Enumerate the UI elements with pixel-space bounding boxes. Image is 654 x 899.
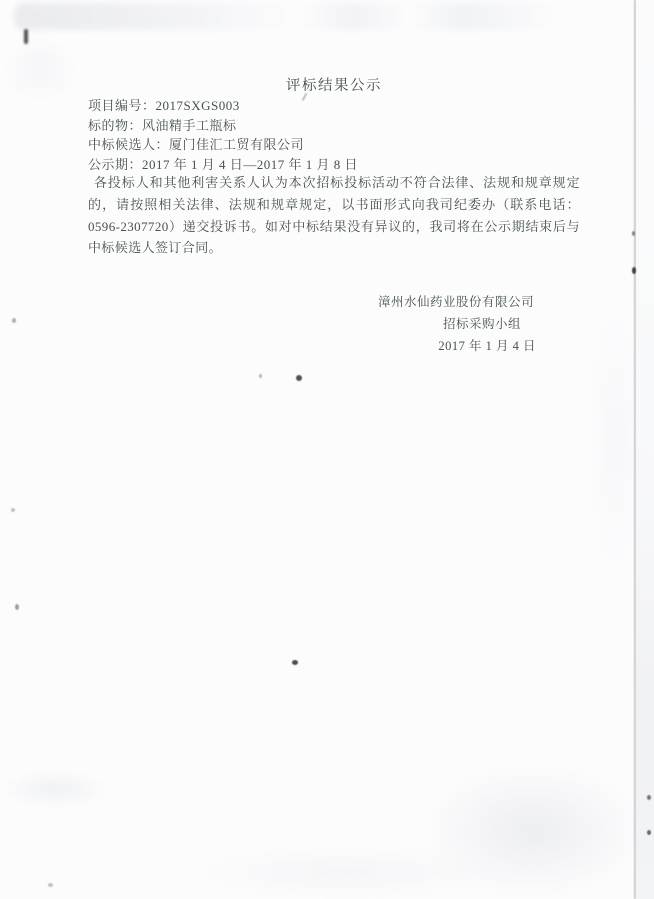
scan-artifact-speck: [48, 883, 53, 887]
field-project-number: [88, 96, 358, 116]
field-label: 公示期：: [88, 156, 143, 172]
field-label: 项目编号：: [88, 98, 156, 113]
scan-artifact-tick: [24, 29, 28, 44]
scan-shadow-top: [14, 3, 562, 30]
document-body-paragraph: 各投标人和其他利害关系人认为本次招标投标活动不符合法律、法规和规章规定的，请按照相关法律、法规和规章规定，以书面形式向我司纪委办（联系电话：0596-2307720）递交投诉书。如对中标结果没有异议的，我司将在公示期结束后与中标候选人签订合同。: [88, 175, 580, 256]
scan-artifact-speck: [259, 374, 262, 378]
scan-artifact-speck: [15, 604, 19, 610]
scan-shadow-left-top: [0, 34, 80, 104]
field-value: 风油精手工瓶标: [142, 117, 237, 133]
scan-artifact-speck: [647, 830, 651, 835]
field-value: 2017 年 1 月 4 日—2017 年 1 月 8 日: [142, 156, 359, 172]
scan-shadow-bottom-left: [0, 772, 110, 806]
scan-artifact-speck: [647, 795, 651, 800]
signature-company-name: 漳州水仙药业股份有限公司: [377, 295, 534, 309]
field-value: 2017SXGS003: [155, 98, 240, 113]
signature-date: 2017 年 1 月 4 日: [438, 339, 536, 353]
scan-artifact-speck: [632, 231, 635, 236]
field-subject-matter: [88, 116, 358, 136]
scan-artifact-speck: [632, 267, 636, 274]
field-label: 标的物：: [88, 117, 143, 133]
document-fields: [88, 96, 358, 174]
field-winning-candidate: [88, 135, 358, 155]
field-value: 厦门佳汇工贸有限公司: [169, 137, 305, 153]
scan-shadow-bottom-middle: [180, 846, 510, 899]
signature-department: 招标采购小组: [442, 317, 521, 331]
scan-artifact-speck: [296, 375, 302, 381]
scan-shadow-bottom-right: [420, 762, 646, 899]
field-label: 中标候选人：: [88, 137, 170, 153]
scan-artifact-speck: [292, 660, 298, 665]
scan-right-margin-strip: [636, 0, 654, 899]
document-title: 评标结果公示: [286, 78, 382, 94]
scan-artifact-speck: [11, 508, 15, 512]
scan-artifact-speck: [12, 318, 16, 323]
